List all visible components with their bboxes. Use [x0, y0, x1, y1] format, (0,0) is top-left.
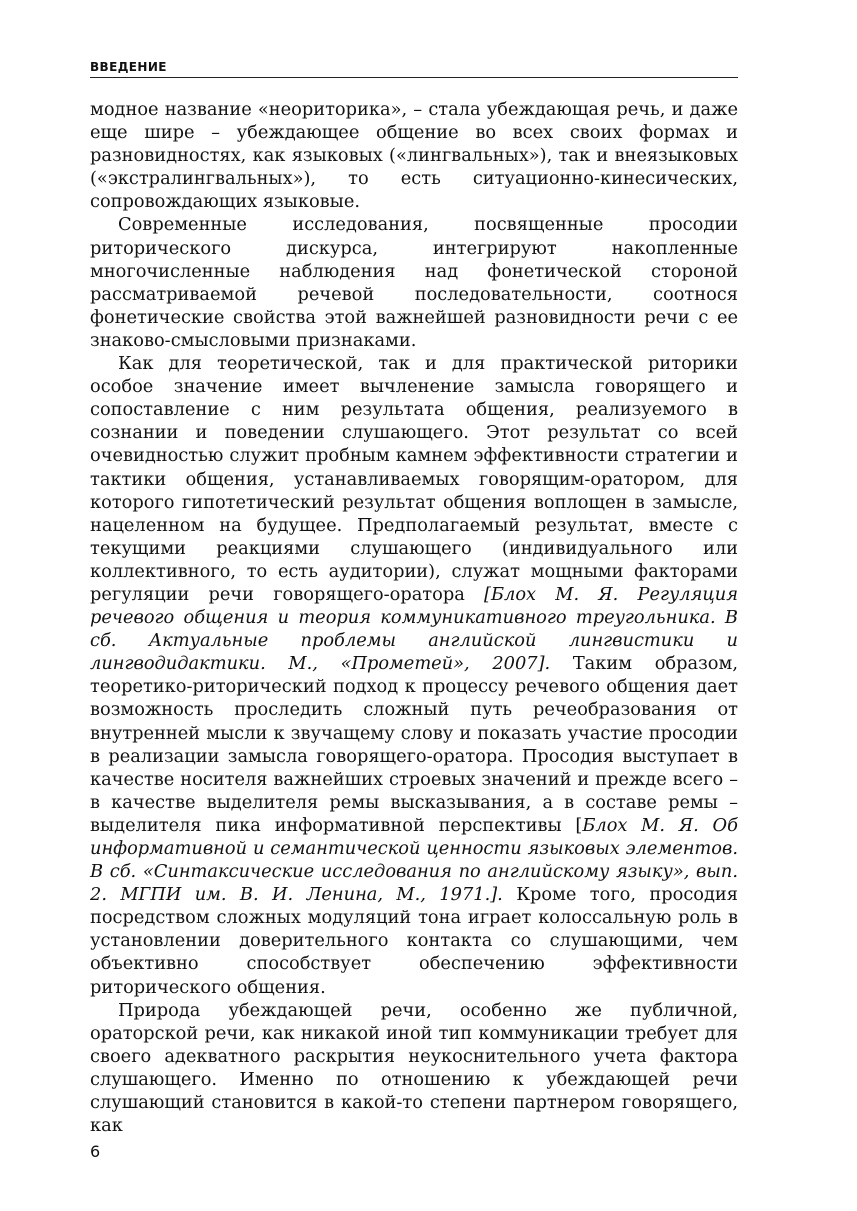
header-rule: [90, 77, 738, 78]
citation-blokh-2007: [Блох М. Я. Регуляция речевого общения и теория коммуникативного треугольника. В сб. Актуальные проблемы английской лингвистики и лингводидактики. М., «Прометей», 2007].: [90, 583, 738, 675]
paragraph-3-part-a: Как для теоретической, так и для практической риторики особое значение имеет вычленение замысла говорящего и сопоставление с ним результата общения, реализуемого в сознании и поведении слушающего. Этот результат со всей очевидностью служит пробным камнем эффективности стратегии и тактики общения, устанавливаемых говорящим-оратором, для которого гипотетический результат общения воплощен в замысле, нацеленном на будущее. Предполагаемый результат, вместе с текущими реакциями слушающего (индивидуального или коллективного, то есть аудитории), служат мощными факторами регуляции речи говорящего-оратора: [90, 353, 738, 605]
citation-blokh-1971: Блох М. Я. Об информативной и семантической ценности языковых элементов. В сб. «Синтаксические исследования по английскому языку», вып. 2. МГПИ им. В. И. Ленина, М., 1971.].: [90, 814, 738, 906]
main-text: [90, 98, 738, 1137]
paragraph-1: модное название «неориторика», – стала убеждающая речь, и даже еще шире – убеждающее общение во всех своих формах и разновидностях, как языковых («лингвальных»), так и внеязыковых («экстралингвальных»), то есть ситуационно-кинесических, сопровождающих языковые.: [90, 99, 738, 213]
running-head: ВВЕДЕНИЕ: [90, 60, 167, 74]
paragraph-3: [90, 352, 738, 999]
paragraph-4: Природа убеждающей речи, особенно же публичной, ораторской речи, как никакой иной тип коммуникации требует для своего адекватного раскрытия неукоснительного учета фактора слушающего. Именно по отношению к убеждающей речи слушающий становится в какой-то степени партнером говорящего, как: [90, 999, 738, 1137]
page-number: 6: [90, 1142, 101, 1161]
paragraph-2: Современные исследования, посвященные просодии риторического дискурса, интегрируют накопленные многочисленные наблюдения над фонетической стороной рассматриваемой речевой последовательности, соотнося фонетические свойства этой важнейшей разновидности речи с ее знаково-смысловыми признаками.: [90, 214, 738, 351]
paragraph-3-part-b: Таким образом, теоретико-риторический подход к процессу речевого общения дает возможность проследить сложный путь речеобразования от внутренней мысли к звучащему слову и показать участие просодии в реализации замысла говорящего-оратора. Просодия выступает в качестве носителя важнейших строевых значений и прежде всего – в качестве выделителя ремы высказывания, а в составе ремы – выделителя пика информативной перспективы [: [90, 653, 739, 836]
paragraph-3-part-c: Кроме того, просодия посредством сложных модуляций тона играет колоссальную роль в установлении доверительного контакта со слушающими, чем объективно способствует обеспечению эффективности риторического общения.: [90, 884, 738, 998]
